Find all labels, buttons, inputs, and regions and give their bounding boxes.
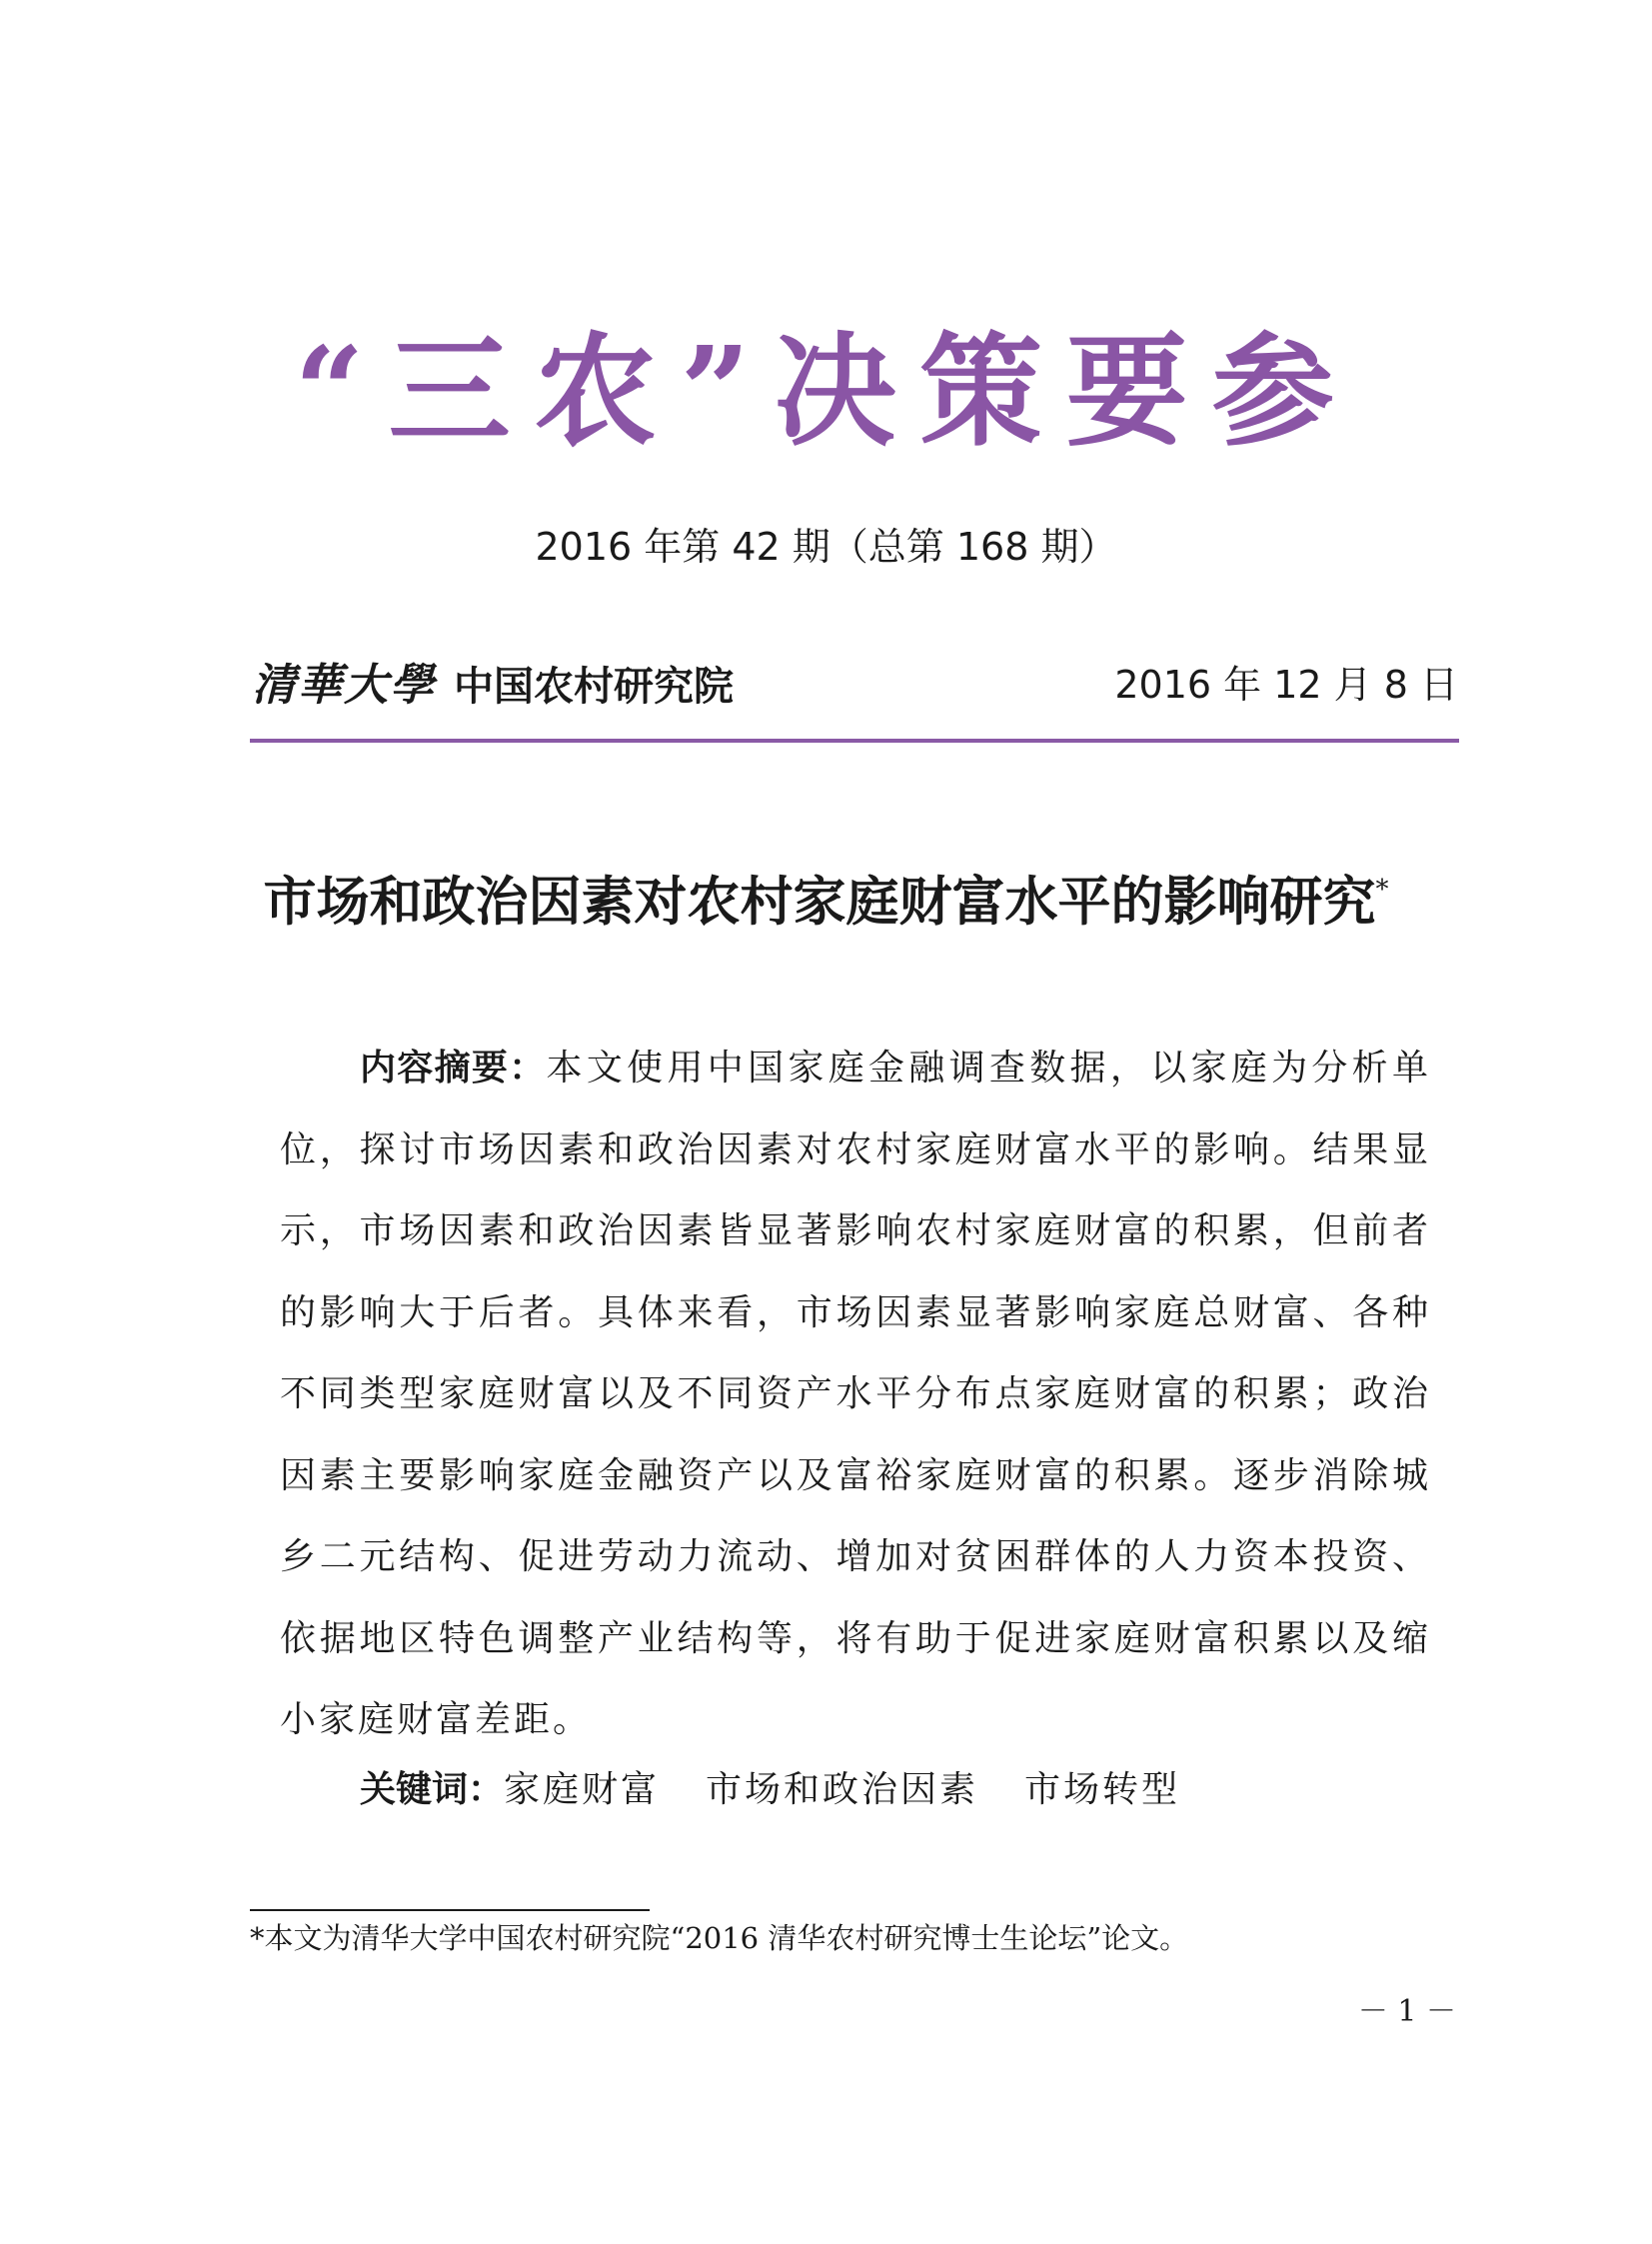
keywords-label: 关键词：	[360, 1769, 505, 1810]
abstract-text: 本文使用中国家庭金融调查数据，以家庭为分析单位，探讨市场因素和政治因素对农村家庭财富水平的影响。结果显示，市场因素和政治因素皆显著影响农村家庭财富的积累，但前者的影响大于后者。具体来看，市场因素显著影响家庭总财富、各种不同类型家庭财富以及不同资产水平分布点家庭财富的积累；政治因素主要影响家庭金融资产以及富裕家庭财富的积累。逐步消除城乡二元结构、促进劳动力流动、增加对贫困群体的人力资本投资、依据地区特色调整产业结构等，将有助于促进家庭财富积累以及缩小家庭财富差距。	[280, 1048, 1431, 1740]
article-title-text: 市场和政治因素对农村家庭财富水平的影响研究	[263, 871, 1376, 933]
institution-name: 中国农村研究院	[454, 663, 734, 710]
issue-number: 2016 年第 42 期（总第 168 期）	[535, 525, 1117, 569]
keywords	[360, 1769, 1181, 1810]
institution-header	[252, 660, 734, 711]
masthead-title: “三农”决策要参	[294, 319, 1358, 463]
header-divider	[250, 739, 1459, 743]
footnote: *本文为清华大学中国农村研究院“2016 清华农村研究博士生论坛”论文。	[250, 1921, 1189, 1955]
keyword-item: 市场转型	[1024, 1769, 1181, 1810]
keyword-item: 家庭财富	[504, 1769, 661, 1810]
article-title	[0, 871, 1652, 933]
abstract	[280, 1028, 1431, 1761]
title-footnote-mark: *	[1375, 875, 1389, 905]
university-logo-text: 清華大學	[252, 660, 436, 711]
publication-date: 2016 年 12 月 8 日	[1114, 663, 1458, 707]
page-number: － 1 －	[1357, 1994, 1456, 2029]
footnote-divider	[250, 1909, 650, 1911]
abstract-label: 内容摘要：	[360, 1048, 547, 1089]
keyword-item: 市场和政治因素	[706, 1769, 979, 1810]
